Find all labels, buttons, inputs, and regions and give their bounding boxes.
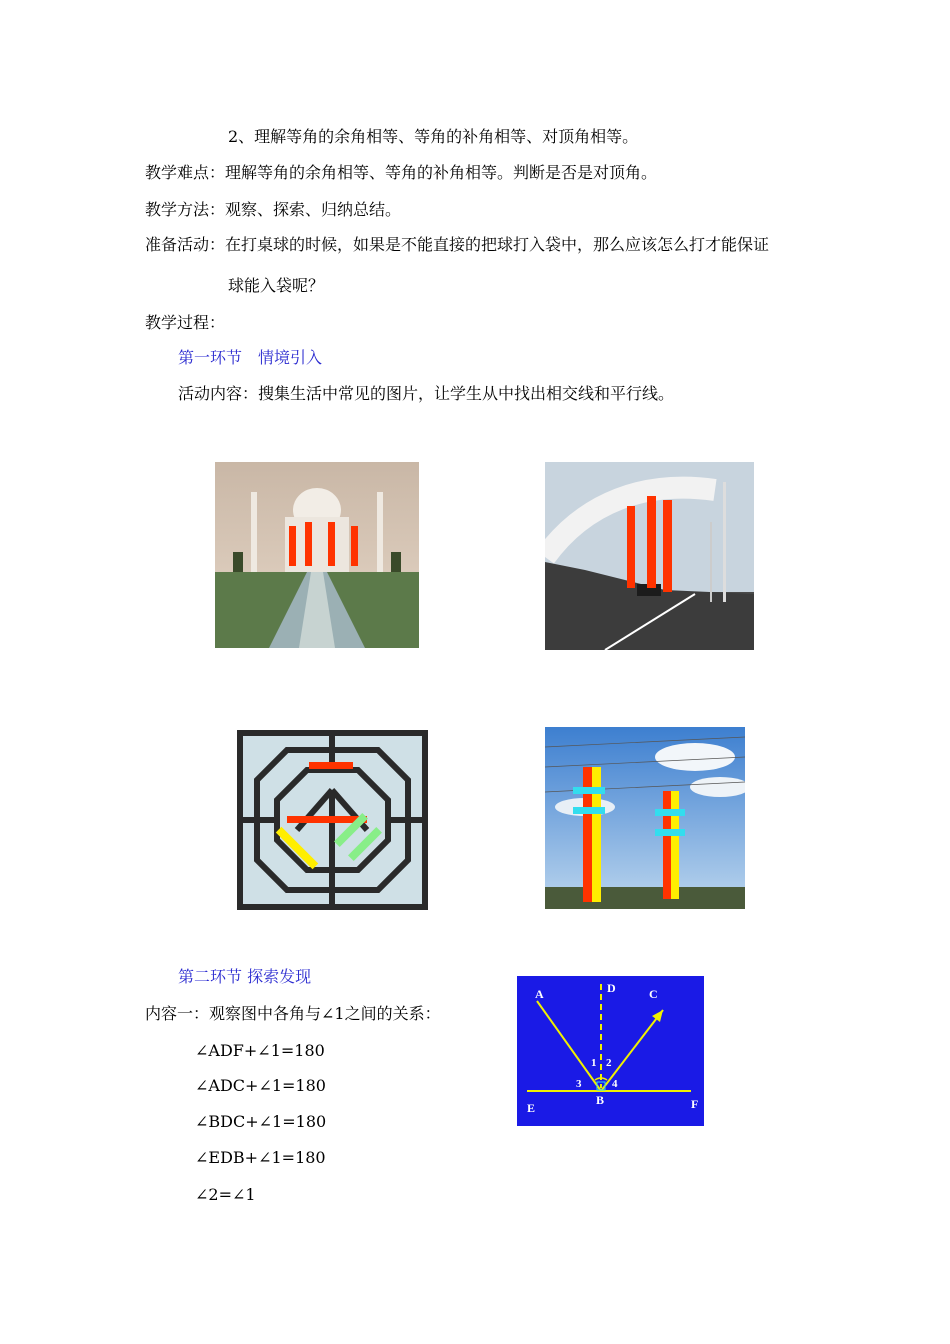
preparation-line-2: 球能入袋呢？ [228, 276, 325, 295]
red-bar [663, 791, 671, 899]
label-f: F [691, 1097, 699, 1111]
red-bar [627, 506, 635, 588]
angle-diagram [517, 976, 704, 1126]
label-angle-1: 1 [591, 1057, 597, 1069]
label-angle-4: 4 [612, 1078, 618, 1090]
red-bar [305, 522, 312, 566]
angle-relation: ∠2=∠1 [195, 1185, 256, 1204]
yellow-bar [671, 791, 679, 899]
section-1-activity: 活动内容：搜集生活中常见的图片，让学生从中找出相交线和平行线。 [178, 384, 675, 403]
objective-item-2: 2、理解等角的余角相等、等角的补角相等、对顶角相等。 [228, 127, 639, 146]
label-b: B [596, 1093, 605, 1107]
cyan-bar [655, 829, 685, 836]
red-bar [309, 762, 353, 769]
bridge-photo [545, 462, 754, 650]
cyan-bar [573, 807, 605, 814]
label-angle-3: 3 [576, 1078, 582, 1090]
teaching-method: 教学方法：观察、探索、归纳总结。 [145, 200, 402, 219]
angle-relation: ∠ADC+∠1=180 [195, 1076, 326, 1095]
red-bar [647, 496, 656, 588]
angle-relation: ∠BDC+∠1=180 [195, 1112, 327, 1131]
angle-relation: ∠EDB+∠1=180 [195, 1148, 326, 1167]
section-2-title: 第二环节 探索发现 [178, 967, 312, 986]
cyan-bar [573, 787, 605, 794]
angle-relation: ∠ADF+∠1=180 [195, 1041, 325, 1060]
content-one-intro: 内容一：观察图中各角与∠1之间的关系： [145, 1004, 441, 1023]
preparation-line-1: 准备活动：在打桌球的时候，如果是不能直接的把球打入袋中，那么应该怎么打才能保证 [145, 235, 770, 254]
label-e: E [527, 1101, 536, 1115]
palace-photo [215, 462, 419, 648]
red-bar [289, 526, 296, 566]
red-bar [328, 522, 335, 566]
label-angle-2: 2 [606, 1057, 612, 1069]
process-heading: 教学过程： [145, 313, 226, 332]
section-1-title: 第一环节 情境引入 [178, 348, 323, 367]
red-bar [351, 526, 358, 566]
label-c: C [649, 987, 658, 1001]
lattice-photo [237, 730, 428, 910]
label-a: A [535, 987, 544, 1001]
cyan-bar [655, 809, 685, 816]
label-d: D [607, 981, 616, 995]
teaching-difficulty: 教学难点：理解等角的余角相等、等角的补角相等。判断是否是对顶角。 [145, 163, 658, 182]
power-tower-photo [545, 727, 745, 909]
red-bar [663, 500, 672, 592]
